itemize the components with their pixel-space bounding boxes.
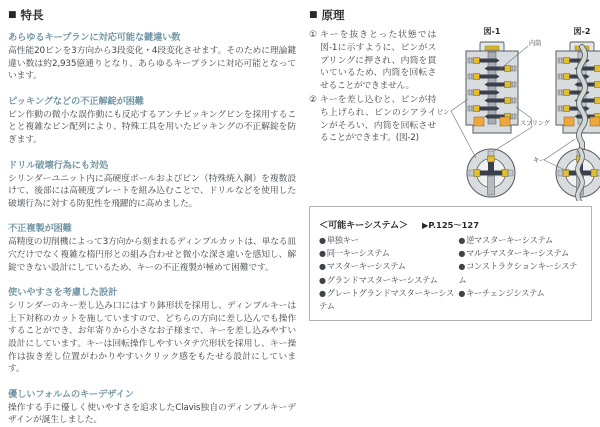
- feature-section: [8, 220, 296, 274]
- feature-heading: ドリル破壊行為にも対処: [8, 159, 109, 171]
- feature-heading: 優しいフォルムのキーデザイン: [8, 388, 134, 400]
- fig2-caption: 図-2: [573, 27, 591, 36]
- features-column: [8, 5, 296, 426]
- key-system-item: [319, 234, 458, 247]
- feature-heading: 不正複製が困難: [8, 223, 72, 235]
- feature-body: 操作する手に優しく使いやすさを追求したClavis独自のディンプルキーデザインが誕生しました。: [8, 402, 296, 426]
- key-system-label: 逆マスターキーシステム: [466, 235, 554, 245]
- key-system-item: [319, 287, 458, 313]
- feature-heading: 使いやすさを考慮した設計: [8, 287, 118, 299]
- key-systems-right-list: [458, 234, 582, 313]
- features-title-text: 特長: [20, 8, 44, 22]
- feature-body: 高性能20ピンを3方向から3段変化・4段変化させます。そのために理論鍵違い数は約2,935億通りとなり、あらゆるキープランに対応可能となっています。: [8, 46, 296, 82]
- feature-body: シリンダーのキー差し込み口にはすり鉢形状を採用し、ディンプルキーは上下対称のカットを施していますので、どちらの方向に差し込んでも操作することができ、お年寄りから小さなお子様まで、キーを差し込みやすい設計にしています。キーは回転操作しやすいタテ穴形状を採用し、キー操作は抜き差し位置がわかりやすいクリック感をもたせる設計にしています。: [8, 301, 296, 375]
- spring-label: スプリング: [520, 120, 550, 127]
- dot-bullet-icon: ●: [319, 262, 326, 272]
- principle-steps: [309, 29, 436, 146]
- key-system-label: マルチマスターキーシステム: [466, 248, 570, 259]
- features-title: [8, 7, 296, 23]
- step-number: ②: [309, 94, 317, 105]
- key-system-item: [458, 260, 582, 286]
- principle-top: [309, 29, 592, 201]
- feature-section: [8, 93, 296, 147]
- feature-body: 高精度の切削機によって3方向から刻まれるディンプルカットは、単なる皿穴だけでなく複雑な楕円形との組み合わせと微小な深さ違いを感知し、解錠できない設計にしているため、キーの不正複製が極めて困難です。: [8, 237, 296, 273]
- key-systems-heading: ＜可能キーシステム＞: [319, 220, 408, 231]
- key-system-label: コンストラクションキーシステム: [458, 261, 578, 285]
- key-system-label: グレートグランドマスターキーシステム: [319, 287, 455, 312]
- key-system-item: [458, 234, 582, 247]
- feature-section: [8, 284, 296, 376]
- step-text: キーを差し込むと、ピンが持ち上げられ、ピンのシアラインがそろい、内筒を回転させることができます。(図-2): [320, 94, 436, 144]
- step-number: ①: [309, 30, 317, 40]
- dot-bullet-icon: ●: [458, 236, 466, 245]
- key-systems-box: [309, 206, 592, 321]
- feature-section: [8, 29, 296, 83]
- feature-body: ピン作動の微小な誤作動にも反応するアンチピッキングピンを採用することと複雑なピン配列により、特殊工具を用いたピッキングの不正解錠を防ぎます。: [8, 109, 296, 145]
- key-system-item: [319, 274, 458, 287]
- principle-title-text: 原理: [321, 8, 345, 22]
- principle-step: [309, 29, 436, 93]
- fig1-section-diagram: [466, 42, 518, 133]
- key-systems-left-list: [319, 234, 458, 313]
- dot-bullet-icon: ●: [319, 249, 326, 259]
- dot-bullet-icon: ●: [319, 236, 326, 245]
- feature-section: [8, 386, 296, 427]
- key-system-label: キーチェンジシステム: [466, 287, 545, 298]
- key-system-item: [458, 287, 582, 300]
- dot-bullet-icon: ●: [319, 275, 326, 285]
- key-systems-columns: [319, 234, 582, 313]
- key-system-item: [458, 247, 582, 260]
- inner-cylinder-label: 内筒: [529, 40, 541, 47]
- step-text: キーを抜きとった状態では図-1に示すように、ピンがスプリングに押され、内筒を貫いているため、内筒を回転させることができません。: [320, 30, 436, 92]
- fig2-section-diagram: [556, 42, 600, 156]
- principle-step: [309, 94, 436, 145]
- dot-bullet-icon: ●: [458, 288, 466, 298]
- key-label: キー: [533, 157, 545, 164]
- key-system-label: マスターキーシステム: [326, 261, 406, 272]
- fig2-face-diagram: [556, 149, 600, 201]
- principle-column: [309, 5, 592, 396]
- fig1-face-diagram: [467, 149, 515, 197]
- key-system-label: 単独キー: [326, 235, 359, 245]
- square-bullet-icon: ■: [8, 9, 17, 20]
- dot-bullet-icon: ●: [458, 262, 466, 272]
- key-system-label: グランドマスターキーシステム: [326, 274, 438, 285]
- feature-body: シリンダーユニット内に高硬度ボールおよびピン（特殊焼入鋼）を複数設けて、後部には高硬度プレートを組み込むことで、ドリルなどを使用した破壊行為に対する防犯性を飛躍的に高めました。: [8, 173, 296, 209]
- fig1-caption: 図-1: [483, 27, 501, 36]
- feature-heading: ピッキングなどの不正解錠が困難: [8, 95, 144, 107]
- key-system-label: 同一キーシステム: [326, 248, 390, 259]
- feature-heading: あらゆるキープランに対応可能な鍵違い数: [8, 32, 181, 43]
- key-system-item: [319, 260, 458, 273]
- dot-bullet-icon: ●: [319, 288, 326, 298]
- square-bullet-icon: ■: [309, 9, 318, 20]
- feature-section: [8, 157, 296, 211]
- pin-label: ピン: [437, 109, 449, 116]
- page-reference: ▶P.125～127: [421, 220, 479, 230]
- dot-bullet-icon: ●: [458, 249, 466, 259]
- key-systems-header: [319, 213, 582, 232]
- key-system-item: [319, 247, 458, 260]
- lock-cylinder-diagrams: [436, 21, 600, 201]
